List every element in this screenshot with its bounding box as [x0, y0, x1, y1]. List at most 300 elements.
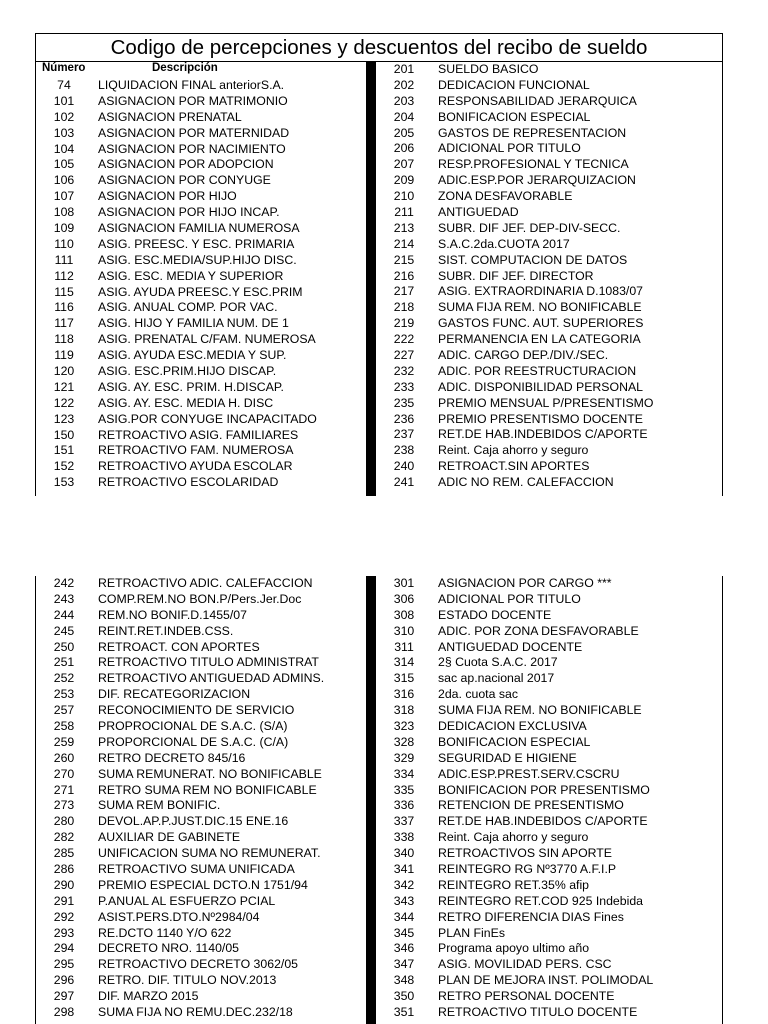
code-description: PLAN DE MEJORA INST. POLIMODAL	[438, 973, 654, 988]
code-description: GASTOS FUNC. AUT. SUPERIORES	[438, 316, 644, 331]
code-number: 153	[53, 475, 75, 490]
code-row	[376, 878, 722, 894]
code-row	[376, 237, 722, 253]
code-number: 346	[393, 941, 415, 956]
codes-table-bottom	[35, 576, 723, 1024]
code-row	[36, 475, 366, 491]
code-description: ASIG. ANUAL COMP. POR VAC.	[98, 300, 278, 315]
code-description: ASIST.PERS.DTO.Nº2984/04	[98, 909, 260, 924]
code-row	[36, 412, 366, 428]
code-row	[376, 910, 722, 926]
code-description: DIF. RECATEGORIZACION	[98, 687, 251, 702]
code-description: GASTOS DE REPRESENTACION	[438, 125, 627, 140]
code-row	[36, 443, 366, 459]
code-row	[376, 380, 722, 396]
code-number: 259	[53, 734, 75, 749]
code-number: 240	[393, 459, 415, 474]
code-number: 120	[53, 364, 75, 379]
code-number: 106	[53, 173, 75, 188]
code-description: 2da. cuota sac	[438, 687, 518, 702]
codes-column-right	[376, 576, 722, 1021]
code-description: RESP.PROFESIONAL Y TECNICA	[438, 157, 629, 172]
code-row	[376, 205, 722, 221]
code-number: 296	[53, 973, 75, 988]
header-number: Número	[42, 62, 86, 74]
code-row	[36, 592, 366, 608]
code-row	[376, 941, 722, 957]
code-description: PREMIO ESPECIAL DCTO.N 1751/94	[98, 877, 308, 892]
code-number: 291	[53, 893, 75, 908]
code-number: 345	[393, 925, 415, 940]
code-description: ADIC. CARGO DEP./DIV./SEC.	[438, 348, 609, 363]
code-number: 306	[393, 591, 415, 606]
code-description: ADIC.ESP.POR JERARQUIZACION	[438, 173, 636, 188]
code-description: ASIG. AYUDA ESC.MEDIA Y SUP.	[98, 348, 287, 363]
code-number: 342	[393, 877, 415, 892]
code-number: 214	[393, 236, 415, 251]
code-number: 257	[53, 703, 75, 718]
code-description: DIF. MARZO 2015	[98, 989, 199, 1004]
code-number: 347	[393, 957, 415, 972]
code-description: ASIGNACION POR NACIMIENTO	[98, 141, 286, 156]
code-description: SUMA REMUNERAT. NO BONIFICABLE	[98, 766, 322, 781]
code-number: 244	[53, 607, 75, 622]
code-number: 116	[54, 300, 74, 315]
code-description: BONIFICACION ESPECIAL	[438, 109, 591, 124]
code-description: DEDICACION FUNCIONAL	[438, 77, 590, 92]
code-number: 107	[53, 189, 75, 204]
code-row	[36, 814, 366, 830]
code-description: RE.DCTO 1140 Y/O 622	[98, 925, 232, 940]
code-number: 315	[393, 671, 415, 686]
code-description: ADICIONAL POR TITULO	[438, 591, 581, 606]
code-number: 282	[53, 830, 75, 845]
code-row	[376, 396, 722, 412]
code-number: 338	[393, 830, 415, 845]
code-number: 108	[53, 205, 75, 220]
code-description: ASIGNACION POR CARGO ***	[438, 576, 612, 590]
code-description: RETROACTIVOS SIN APORTE	[438, 846, 613, 861]
code-row	[36, 1005, 366, 1021]
code-number: 205	[393, 125, 415, 140]
code-row	[36, 846, 366, 862]
code-number: 151	[53, 443, 75, 458]
code-description: SUMA FIJA REM. NO BONIFICABLE	[438, 300, 642, 315]
code-row	[376, 846, 722, 862]
code-number: 292	[53, 909, 75, 924]
code-row	[36, 671, 366, 687]
code-number: 290	[53, 877, 75, 892]
header-description: Descripción	[152, 62, 218, 74]
code-description: ASIGNACION PRENATAL	[98, 109, 242, 124]
code-number: 293	[53, 925, 75, 940]
code-number: 260	[53, 750, 75, 765]
code-description: PLAN FinEs	[438, 925, 505, 940]
code-description: ASIG. PREESC. Y ESC. PRIMARIA	[98, 236, 295, 251]
code-row	[36, 380, 366, 396]
code-row	[376, 592, 722, 608]
code-row	[376, 655, 722, 671]
column-divider	[366, 62, 376, 496]
code-row	[376, 687, 722, 703]
code-number: 123	[53, 411, 75, 426]
code-row	[376, 767, 722, 783]
code-description: SUELDO BASICO	[438, 62, 539, 76]
code-number: 117	[54, 316, 74, 331]
code-description: ADIC.ESP.PREST.SERV.CSCRU	[438, 766, 620, 781]
code-row	[36, 316, 366, 332]
code-number: 216	[393, 268, 415, 283]
code-number: 250	[53, 639, 75, 654]
code-number: 236	[393, 411, 415, 426]
code-row	[376, 253, 722, 269]
code-description: PROPROCIONAL DE S.A.C. (S/A)	[98, 719, 288, 734]
code-number: 235	[393, 395, 415, 410]
code-number: 222	[393, 332, 415, 347]
code-description: ADICIONAL POR TITULO	[438, 141, 581, 156]
code-number: 245	[53, 623, 75, 638]
code-number: 211	[394, 205, 414, 220]
code-description: PROPORCIONAL DE S.A.C. (C/A)	[98, 734, 289, 749]
code-number: 103	[53, 125, 75, 140]
code-number: 286	[53, 862, 75, 877]
codes-column-right	[376, 62, 722, 491]
code-number: 201	[393, 62, 415, 76]
code-description: ASIG. PRENATAL C/FAM. NUMEROSA	[98, 332, 316, 347]
code-row	[36, 798, 366, 814]
code-number: 280	[53, 814, 75, 829]
code-row	[36, 576, 366, 592]
code-row	[36, 894, 366, 910]
code-description: RETROACTIVO TITULO ADMINISTRAT	[98, 655, 319, 670]
code-description: RETRO. DIF. TITULO NOV.2013	[98, 973, 277, 988]
code-number: 314	[393, 655, 415, 670]
code-row	[376, 973, 722, 989]
code-number: 233	[393, 379, 415, 394]
code-number: 316	[393, 687, 415, 702]
code-row	[36, 78, 366, 94]
code-row	[36, 608, 366, 624]
code-row	[376, 78, 722, 94]
code-row	[376, 926, 722, 942]
code-description: ADIC. DISPONIBILIDAD PERSONAL	[438, 379, 644, 394]
code-row	[36, 237, 366, 253]
code-description: ASIG. ESC.MEDIA/SUP.HIJO DISC.	[98, 252, 297, 267]
code-row	[36, 735, 366, 751]
code-number: 336	[393, 798, 415, 813]
code-row	[376, 814, 722, 830]
code-description: LIQUIDACION FINAL anteriorS.A.	[98, 78, 285, 92]
code-row	[36, 396, 366, 412]
code-description: PREMIO PRESENTISMO DOCENTE	[438, 411, 643, 426]
code-number: 343	[393, 893, 415, 908]
code-number: 251	[53, 655, 75, 670]
code-row	[36, 830, 366, 846]
code-number: 207	[393, 157, 415, 172]
code-number: 258	[53, 719, 75, 734]
code-description: 2§ Cuota S.A.C. 2017	[438, 655, 558, 670]
code-number: 202	[393, 77, 415, 92]
code-number: 252	[53, 671, 75, 686]
code-description: ADIC NO REM. CALEFACCION	[438, 475, 614, 490]
code-number: 271	[53, 782, 75, 797]
code-number: 219	[393, 316, 415, 331]
code-number: 285	[53, 846, 75, 861]
code-description: ASIG.POR CONYUGE INCAPACITADO	[98, 411, 317, 426]
code-number: 101	[53, 93, 75, 108]
code-row	[376, 364, 722, 380]
code-row	[376, 221, 722, 237]
code-description: RET.DE HAB.INDEBIDOS C/APORTE	[438, 427, 648, 442]
code-number: 334	[393, 766, 415, 781]
code-row	[376, 475, 722, 491]
code-row	[36, 624, 366, 640]
code-number: 301	[393, 576, 415, 590]
page-title: Codigo de percepciones y descuentos del recibo de sueldo	[36, 34, 722, 62]
code-row	[36, 364, 366, 380]
code-number: 218	[393, 300, 415, 315]
code-row	[36, 189, 366, 205]
code-description: SUMA FIJA REM. NO BONIFICABLE	[438, 703, 642, 718]
code-description: REM.NO BONIF.D.1455/07	[98, 607, 247, 622]
code-row	[36, 173, 366, 189]
code-description: BONIFICACION ESPECIAL	[438, 734, 591, 749]
code-number: 152	[53, 459, 75, 474]
code-row	[376, 62, 722, 78]
code-row	[36, 989, 366, 1005]
code-row	[36, 862, 366, 878]
code-description: RETRO DIFERENCIA DIAS Fines	[438, 909, 624, 924]
code-row	[376, 783, 722, 799]
code-number: 310	[393, 623, 415, 638]
code-description: SIST. COMPUTACION DE DATOS	[438, 252, 628, 267]
code-row	[376, 316, 722, 332]
code-description: RETRO PERSONAL DOCENTE	[438, 989, 615, 1004]
code-number: 318	[393, 703, 415, 718]
code-number: 204	[393, 109, 415, 124]
code-number: 238	[393, 443, 415, 458]
code-row	[376, 269, 722, 285]
code-row	[376, 830, 722, 846]
codes-column-left	[36, 576, 366, 1021]
code-row	[36, 957, 366, 973]
code-number: 104	[53, 141, 75, 156]
code-row	[36, 157, 366, 173]
code-number: 241	[393, 475, 415, 490]
code-description: RET.DE HAB.INDEBIDOS C/APORTE	[438, 814, 648, 829]
code-description: ASIGNACION POR MATERNIDAD	[98, 125, 290, 140]
code-description: Reint. Caja ahorro y seguro	[438, 830, 589, 845]
code-number: 227	[393, 348, 415, 363]
code-description: RETRO DECRETO 845/16	[98, 750, 246, 765]
code-description: RETROACT.SIN APORTES	[438, 459, 590, 474]
code-row	[376, 751, 722, 767]
code-number: 335	[393, 782, 415, 797]
code-description: REINTEGRO RET.35% afip	[438, 877, 590, 892]
code-row	[376, 735, 722, 751]
code-number: 294	[53, 941, 75, 956]
code-description: SUMA FIJA NO REMU.DEC.232/18	[98, 1005, 293, 1020]
code-description: ASIG. HIJO Y FAMILIA NUM. DE 1	[98, 316, 289, 331]
code-description: P.ANUAL AL ESFUERZO PCIAL	[98, 893, 276, 908]
code-row	[376, 608, 722, 624]
code-number: 340	[393, 846, 415, 861]
code-number: 242	[53, 576, 75, 590]
code-number: 203	[393, 93, 415, 108]
code-description: RETROACTIVO ASIG. FAMILIARES	[98, 427, 299, 442]
code-row	[376, 126, 722, 142]
code-row	[36, 300, 366, 316]
code-row	[376, 719, 722, 735]
code-description: BONIFICACION POR PRESENTISMO	[438, 782, 650, 797]
code-description: DEVOL.AP.P.JUST.DIC.15 ENE.16	[98, 814, 289, 829]
code-number: 350	[393, 989, 415, 1004]
code-row	[36, 269, 366, 285]
code-description: RETROACTIVO TITULO DOCENTE	[438, 1005, 638, 1020]
code-row	[36, 767, 366, 783]
code-row	[376, 459, 722, 475]
code-number: 112	[54, 268, 74, 283]
code-number: 270	[53, 766, 75, 781]
code-description: ASIG. ESC.PRIM.HIJO DISCAP.	[98, 364, 277, 379]
code-row	[36, 459, 366, 475]
code-row	[376, 703, 722, 719]
code-row	[36, 348, 366, 364]
codes-table-top	[35, 33, 723, 496]
code-description: ASIG. EXTRAORDINARIA D.1083/07	[438, 284, 644, 299]
code-row	[376, 576, 722, 592]
code-row	[376, 798, 722, 814]
code-number: 253	[53, 687, 75, 702]
code-row	[36, 94, 366, 110]
code-row	[36, 205, 366, 221]
code-description: COMP.REM.NO BON.P/Pers.Jer.Doc	[98, 591, 302, 606]
code-number: 118	[54, 332, 74, 347]
code-row	[36, 253, 366, 269]
code-row	[36, 285, 366, 301]
code-description: ZONA DESFAVORABLE	[438, 189, 573, 204]
code-description: RESPONSABILIDAD JERARQUICA	[438, 93, 637, 108]
code-row	[36, 428, 366, 444]
code-description: REINT.RET.INDEB.CSS.	[98, 623, 234, 638]
code-row	[376, 427, 722, 443]
code-description: ESTADO DOCENTE	[438, 607, 552, 622]
code-row	[36, 655, 366, 671]
code-row	[376, 300, 722, 316]
code-description: ASIGNACION POR ADOPCION	[98, 157, 274, 172]
code-row	[376, 189, 722, 205]
code-row	[36, 973, 366, 989]
code-description: RETENCION DE PRESENTISMO	[438, 798, 624, 813]
code-description: ASIGNACION POR HIJO	[98, 189, 237, 204]
code-description: REINTEGRO RG Nº3770 A.F.I.P	[438, 862, 617, 877]
code-description: Reint. Caja ahorro y seguro	[438, 443, 589, 458]
code-number: 111	[54, 252, 74, 267]
code-number: 329	[393, 750, 415, 765]
code-number: 150	[53, 427, 75, 442]
code-number: 237	[393, 427, 415, 442]
code-description: ADIC. POR REESTRUCTURACION	[438, 363, 637, 378]
code-number: 217	[393, 284, 415, 299]
code-description: ASIG. ESC. MEDIA Y SUPERIOR	[98, 268, 284, 283]
code-description: RETROACT. CON APORTES	[98, 639, 260, 654]
code-row	[376, 1005, 722, 1021]
code-description: ASIG. MOVILIDAD PERS. CSC	[438, 957, 612, 972]
code-number: 232	[393, 363, 415, 378]
code-description: UNIFICACION SUMA NO REMUNERAT.	[98, 846, 321, 861]
code-description: PERMANENCIA EN LA CATEGORIA	[438, 332, 641, 347]
code-description: sac ap.nacional 2017	[438, 671, 555, 686]
code-description: DECRETO NRO. 1140/05	[98, 941, 240, 956]
code-row	[376, 173, 722, 189]
code-number: 206	[393, 141, 415, 156]
code-number: 74	[57, 78, 71, 92]
code-number: 215	[393, 252, 415, 267]
code-row	[376, 671, 722, 687]
code-description: ASIG. AY. ESC. MEDIA H. DISC	[98, 395, 274, 410]
code-description: RETROACTIVO ADIC. CALEFACCION	[98, 576, 313, 590]
code-description: RETROACTIVO ESCOLARIDAD	[98, 475, 279, 490]
code-row	[376, 957, 722, 973]
code-number: 109	[53, 221, 75, 236]
code-number: 243	[53, 591, 75, 606]
code-description: RETROACTIVO FAM. NUMEROSA	[98, 443, 294, 458]
code-description: SUBR. DIF JEF. DIRECTOR	[438, 268, 594, 283]
code-description: REINTEGRO RET.COD 925 Indebida	[438, 893, 644, 908]
code-row	[376, 894, 722, 910]
code-row	[376, 624, 722, 640]
code-row	[36, 926, 366, 942]
code-number: 213	[393, 220, 415, 235]
code-row	[376, 94, 722, 110]
code-row	[36, 142, 366, 158]
code-row	[376, 141, 722, 157]
code-description: RETROACTIVO SUMA UNIFICADA	[98, 862, 295, 877]
code-description: ASIGNACION FAMILIA NUMEROSA	[98, 221, 300, 236]
code-number: 308	[393, 607, 415, 622]
code-number: 210	[393, 189, 415, 204]
code-description: ASIG. AY. ESC. PRIM. H.DISCAP.	[98, 379, 284, 394]
code-number: 102	[53, 109, 75, 124]
code-row	[36, 332, 366, 348]
code-row	[376, 640, 722, 656]
code-row	[36, 719, 366, 735]
code-row	[376, 110, 722, 126]
code-number: 273	[53, 798, 75, 813]
code-description: ASIGNACION POR CONYUGE	[98, 173, 271, 188]
code-description: SUMA REM BONIFIC.	[98, 798, 221, 813]
code-description: PREMIO MENSUAL P/PRESENTISMO	[438, 395, 654, 410]
code-description: RETROACTIVO AYUDA ESCOLAR	[98, 459, 293, 474]
code-number: 341	[393, 862, 415, 877]
code-row	[36, 687, 366, 703]
code-number: 297	[53, 989, 75, 1004]
code-number: 209	[393, 173, 415, 188]
code-row	[376, 332, 722, 348]
code-row	[36, 783, 366, 799]
code-row	[36, 110, 366, 126]
code-number: 110	[54, 236, 74, 251]
code-row	[36, 941, 366, 957]
code-description: Programa apoyo ultimo año	[438, 941, 590, 956]
code-description: ADIC. POR ZONA DESFAVORABLE	[438, 623, 639, 638]
code-row	[36, 221, 366, 237]
code-description: AUXILIAR DE GABINETE	[98, 830, 241, 845]
code-row	[36, 640, 366, 656]
code-row	[376, 284, 722, 300]
code-number: 298	[53, 1005, 75, 1020]
code-description: ASIGNACION POR MATRIMONIO	[98, 93, 288, 108]
